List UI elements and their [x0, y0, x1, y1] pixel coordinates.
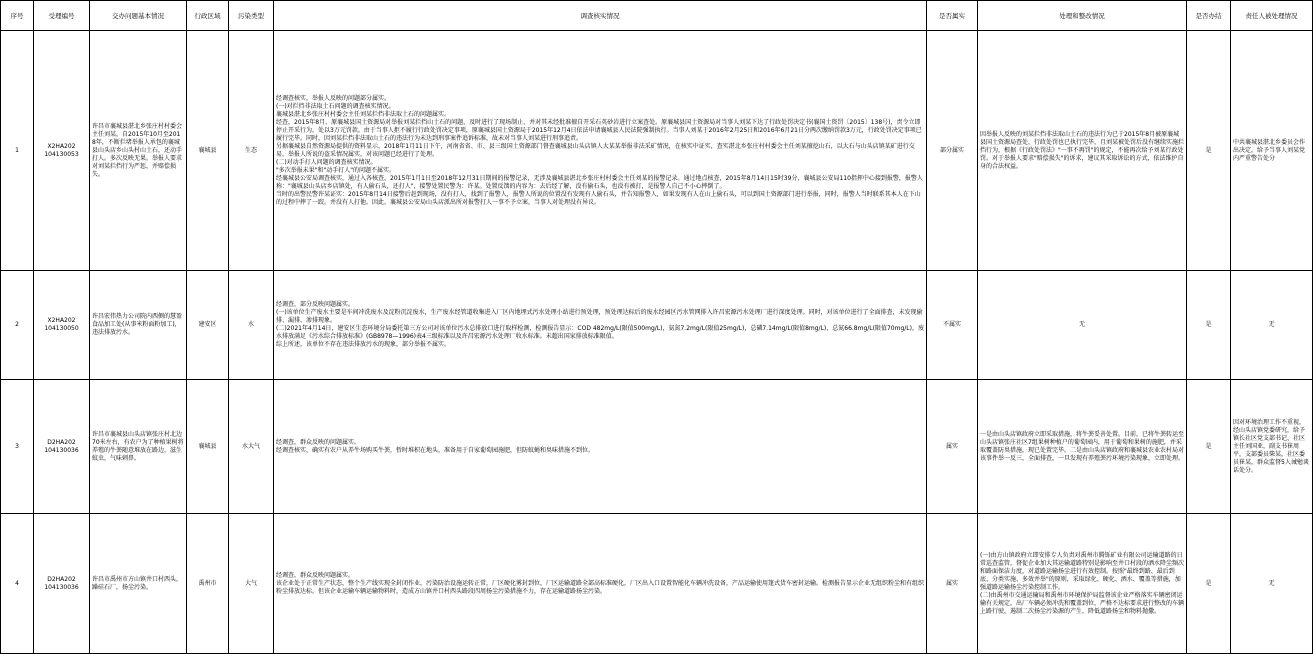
cell-truth: 部分属实	[927, 31, 978, 271]
cell-closed: 是	[1187, 514, 1231, 654]
cell-closed: 是	[1187, 31, 1231, 271]
cell-responsible: 无	[1231, 514, 1313, 654]
cell-issue: 许昌市襄城县湛北乡张庄村村委会主任刘某，自2015年10月至2018年，不断拦堵举报人承包的襄城县山头店乡山头村山土石，还动手打人。多次反映无果。举报人要求对刘某拦挡行为严惩，并赔偿损失。	[90, 31, 187, 271]
header-pollution: 污染类型	[229, 1, 274, 31]
cell-handling: (一)由方山镇政府立即安排专人负责对禹州市腾铄矿业有限公司运输道路的日常巡查监管，督促企业加大其运输道路特别是影响至井口村段的洒水降尘频次和路面保洁力度，对道路运输扬尘进行有效控制。按照"最终到路、最后到底、分类实施、多效并举"的原则，采取绿化、硬化、洒水、覆盖等措施，加强道路运输扬尘污染控制工作。 (二)由禹州市交通运输局和禹州市环境保护局监督该企业严格落实车辆密闭运输有关规定，出厂车辆必须冲洗和覆盖到位，严格不达标要求进行整改的车辆上路行驶，遏制二次扬尘污染源的产生，降低道路扬尘和物料抛撒。	[980, 551, 1185, 615]
header-seq: 序号	[1, 1, 34, 31]
cell-pollution: 水大气	[229, 380, 274, 514]
cell-region: 襄城县	[187, 31, 229, 271]
cell-id: D2HA202 104130036	[44, 438, 79, 454]
cell-issue: 许昌市禹州市方山镇井口村西头，躁硅石厂，扬尘污染。	[90, 514, 187, 654]
cell-survey: 经调查，部分反映问题属实。 (一)该单位生产废水主要是车间冲洗废水及淀粉沉淀废水，生产废水经管道收集进入厂区内地埋式污水处理小站进行预处理，预处理达标后的废水经园区污水管网排入许昌宏源污水处理厂进行深度处理。同时，对该单位进行了全面排查，未发现偷排、漏排、渗排现象。 (二)2021年4月14日，建安区生态环境分局委托第三方公司对该单位污水总排放口进行取样检测，检测报告显示：COD 482mg/L(限值500mg/L)，氨氮7.2mg/L(限值25mg/L)，总磷7.14mg/L(限值8mg/L)，总氮66.8mg/L(限值70mg/L)，废水排放满足《污水综合排放标准》(GB8978—1996)表4三级标准以及许昌宏源污水处理厂收水标准。未超出国家排放标准限值。 综上所述，该单位不存在违法排放污水的现象，部分举报不属实。	[276, 301, 924, 348]
cell-id: X2HA202 104130050	[44, 317, 79, 332]
header-issue: 交办问题基本情况	[90, 1, 187, 31]
cell-closed: 是	[1187, 380, 1231, 514]
cell-handling: 一是由山头店镇政府立即采取措施，将牛粪妥善处置。目前，已将牛粪转运至山头店镇张庄社区7组果树种植户的葡萄园内，用于葡萄和果树的施肥，并采取覆盖防臭措施，现已处置完毕。二是由山头店镇政府和襄城县农业农村局对该事件举一反三，全面排查，一旦发现有养殖粪污环境污染现象，立即处理。	[978, 380, 1187, 514]
header-responsible: 责任人被处理情况	[1231, 1, 1313, 31]
cell-region: 禹州市	[187, 514, 229, 654]
header-region: 行政区域	[187, 1, 229, 31]
table-row	[1, 271, 1313, 380]
cell-region: 襄城县	[187, 380, 229, 514]
cell-pollution: 水	[229, 271, 274, 380]
cell-responsible: 因对环境治理工作不重视，经山头店镇党委研究，给予镇长社区党支部书记、社区主任刘国亚，副支书崔周平，支部委员柴某，社区委员崔某，群众监督5人诫勉谈话处分。	[1231, 380, 1313, 514]
cell-survey: 经调查，群众反映问题属实。 该企业处于正常生产状态，整个生产线实现全封闭作业，污染防治设施运转正常，厂区硬化雾封到位，厂区运输道路全部高标准硬化，厂区出入口设置智能化车辆冲洗设备，产品运输使用篷式货车密封运输。检测报告显示企业无组织粉尘和有组织粉尘排放达标。但该企业运输车辆运输物料时，造成方山镇井口村西头路段四周扬尘污染措施不力，存在运输道路扬尘污染。	[276, 571, 925, 595]
cell-seq: 3	[1, 380, 34, 514]
cell-handling: 无	[978, 271, 1187, 380]
cell-responsible: 中共襄城县湛北乡委员会作出决定，给予当事人刘某党内严重警告处分	[1231, 31, 1313, 271]
header-survey: 调查核实情况	[274, 1, 927, 31]
cell-pollution: 生态	[229, 31, 274, 271]
cell-survey: 经调查核实，举报人反映的问题部分属实。 (一)对拦挡非法取土石问题的调查核实情况。 襄城县湛北乡张庄村村委会主任刘某拦挡非法取土石的问题属实。 经查，2015年8月，原襄城县国土资源局对举报刘某拦挡山土石的问题，及时进行了现场制止，并对其未经批准擅自开采石英砂岩进行立案查处。原襄城县国土资源局对当事人刘某下达了行政处罚决定书(襄国土资罚〔2015〕138号)，责令立即停止开采行为，处以3万元罚款。由于当事人拒不履行行政处罚决定事项，原襄城县国土资源局于2015年12月4日依法申请襄城县人民法院强制执行。当事人刘某于2016年2月25日和2016年6月21日分两次缴纳罚款3万元，行政处罚决定事项已履行完毕。同时，因刘某拦挡非法取山土石的违法行为未达到刑事案件追诉标准，故未对当事人刘某进行刑事追责。 另据襄城县自然资源局提供的资料显示，2018年1月11日下午，河南省省、市、县三级国土资源部门督查襄城县山头店镇人大某某举报非法采矿情况，在核实中证实，查实湛北乡张庄村村委会主任刘某擅挖山石，以大石与山头店镇某矿进行交易，举报人所说的盗采情况属实，对该问题已经进行了处理。 (二)对动手打人问题的调查核实情况。 "多次举报未果"和"动手打人"的问题不属实。 经襄城县公安局调查核实，通过入各核查，2015年1月1日至2018年12月31日期间的报警记录，无涉及襄城县湛北乡张庄村村委会主任刘某的报警记录。通过地点核查，2015年8月14日15时39分，襄城县公安局110指挥中心接到报警，报警人称："襄城县山头店乡店镇处，有人偷石头，还打人"，接警处置民警为：许某。处置反馈的内容为：去后经了解，没有偷石头，也没有被打，是报警人自己不小心摔倒了。 当时的出警民警许某证实：2015年8月14日接警后赶到现场，没有打人，找到了报警人，报警人所说的位置没有发现有人偷石头，并告知报警人，如果发现有人在山上偷石头，可以到国土资源部门进行举报，同时，报警人当时联系其本人在下山的过程中摔了一跤，并没有人打他。因此，襄城县公安局山头店派出所对报警打人一事不予立案，当事人对处理没有异议。	[276, 94, 923, 206]
header-handling: 处理和整改情况	[978, 1, 1187, 31]
header-row	[1, 1, 1313, 31]
table-row	[1, 380, 1313, 514]
cell-issue: 许昌市襄城县山头店镇张庄村北边70米左右，有农户为了种植果树将养殖的牛粪随意堆放在路边，滋生蚊虫，气味刺鼻。	[90, 380, 187, 514]
table-row	[1, 514, 1313, 654]
cell-responsible: 无	[1231, 271, 1313, 380]
cell-issue: 许昌宏伟热力公司院内西侧的慧盈食品加工处(从事米粉面粉加工)，违法排放污水。	[90, 271, 187, 380]
cell-truth: 属实	[927, 380, 978, 514]
header-id: 受理编号	[34, 1, 90, 31]
cell-seq: 1	[1, 31, 34, 271]
cell-survey: 经调查，群众反映的问题属实。 经调查核实，确实有农户从养牛场购买牛粪，暂时堆积在地头，准备用于自家葡萄园施肥，但防蚊蝇和臭味措施不到位。	[276, 438, 595, 454]
cell-truth: 不属实	[927, 271, 978, 380]
cell-closed: 是	[1187, 271, 1231, 380]
cell-id: X2HA202 104130053	[44, 142, 79, 158]
cell-seq: 2	[1, 271, 34, 380]
cell-truth: 属实	[927, 514, 978, 654]
header-closed: 是否办结	[1187, 1, 1231, 31]
cell-id: D2HA202 104130036	[44, 575, 79, 591]
cell-handling: 因举报人反映的刘某拦挡非法取山土石的违法行为已于2015年8月被原襄城县国土资源局查处，行政处罚也已执行完毕，且刘某被处罚后没有继续实施拦挡行为，根据《行政处罚法》"一事不再罚"的规定，不能再次给予刘某行政处罚。对于举报人要求"赔偿损失"的诉求，建议其采取诉讼的方式，依法维护自身的合法权益。	[978, 31, 1187, 271]
table-row	[1, 31, 1313, 271]
cell-seq: 4	[1, 514, 34, 654]
cell-pollution: 大气	[229, 514, 274, 654]
header-truth: 是否属实	[927, 1, 978, 31]
cell-region: 建安区	[187, 271, 229, 380]
